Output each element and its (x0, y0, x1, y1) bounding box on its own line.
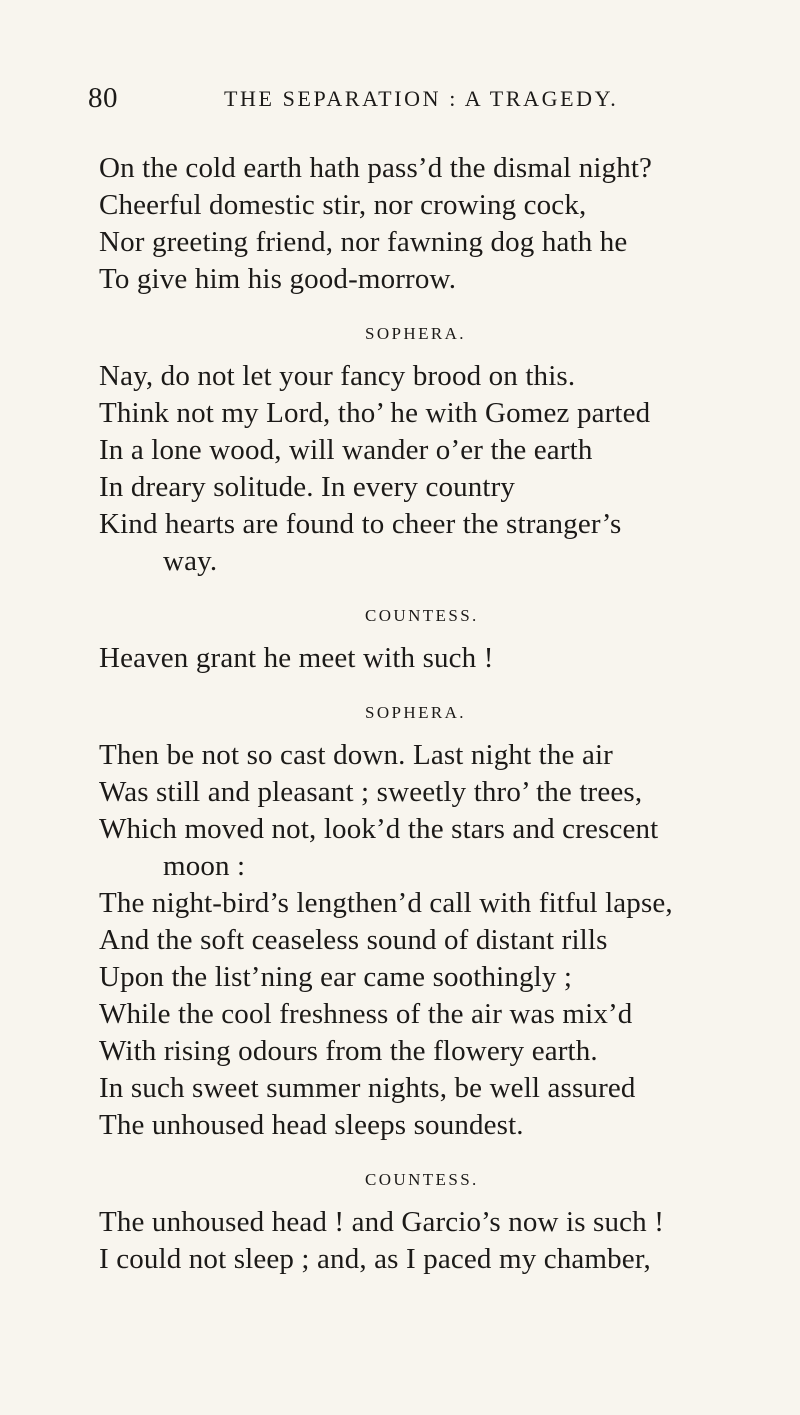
speaker-name: SOPHERA. (365, 324, 466, 343)
verse-line: In such sweet summer nights, be well assured (99, 1072, 636, 1104)
verse-line: Cheerful domestic stir, nor crowing cock, (99, 189, 587, 221)
verse-line: The unhoused head ! and Garcio’s now is such ! (99, 1206, 665, 1238)
verse-line: In dreary solitude. In every country (99, 471, 516, 503)
verse-line: Upon the list’ning ear came soothingly ; (99, 961, 573, 993)
speaker-name: COUNTESS. (365, 606, 479, 625)
verse-line: Nor greeting friend, nor fawning dog hath he (99, 226, 628, 258)
page-number: 80 (88, 82, 118, 114)
speech (99, 150, 779, 298)
verse-line: Which moved not, look’d the stars and crescent (99, 813, 659, 845)
verse-line: moon : (163, 850, 246, 882)
running-title: THE SEPARATION : A TRAGEDY. (224, 86, 619, 111)
verse-line: On the cold earth hath pass’d the dismal night? (99, 152, 653, 184)
verse-line: While the cool freshness of the air was mix’d (99, 998, 633, 1030)
verse-line: Kind hearts are found to cheer the stranger’s (99, 508, 622, 540)
page-header (88, 82, 728, 122)
speech (99, 323, 779, 580)
verse-line: Nay, do not let your fancy brood on this. (99, 360, 576, 392)
verse-line: Think not my Lord, tho’ he with Gomez parted (99, 397, 651, 429)
speech (99, 1169, 779, 1278)
verse-line: And the soft ceaseless sound of distant rills (99, 924, 608, 956)
verse-line: The night-bird’s lengthen’d call with fitful lapse, (99, 887, 673, 919)
speaker-name: COUNTESS. (365, 1170, 479, 1189)
verse-text (99, 150, 779, 1278)
verse-line: In a lone wood, will wander o’er the earth (99, 434, 593, 466)
verse-line: way. (163, 545, 218, 577)
verse-line: Then be not so cast down. Last night the air (99, 739, 613, 771)
verse-line: Heaven grant he meet with such ! (99, 642, 494, 674)
verse-line: To give him his good-morrow. (99, 263, 457, 295)
speech (99, 605, 779, 677)
verse-line: The unhoused head sleeps soundest. (99, 1109, 524, 1141)
verse-line: Was still and pleasant ; sweetly thro’ the trees, (99, 776, 643, 808)
speaker-name: SOPHERA. (365, 703, 466, 722)
verse-line: I could not sleep ; and, as I paced my chamber, (99, 1243, 651, 1275)
verse-line: With rising odours from the flowery earth. (99, 1035, 598, 1067)
speech (99, 702, 779, 1144)
